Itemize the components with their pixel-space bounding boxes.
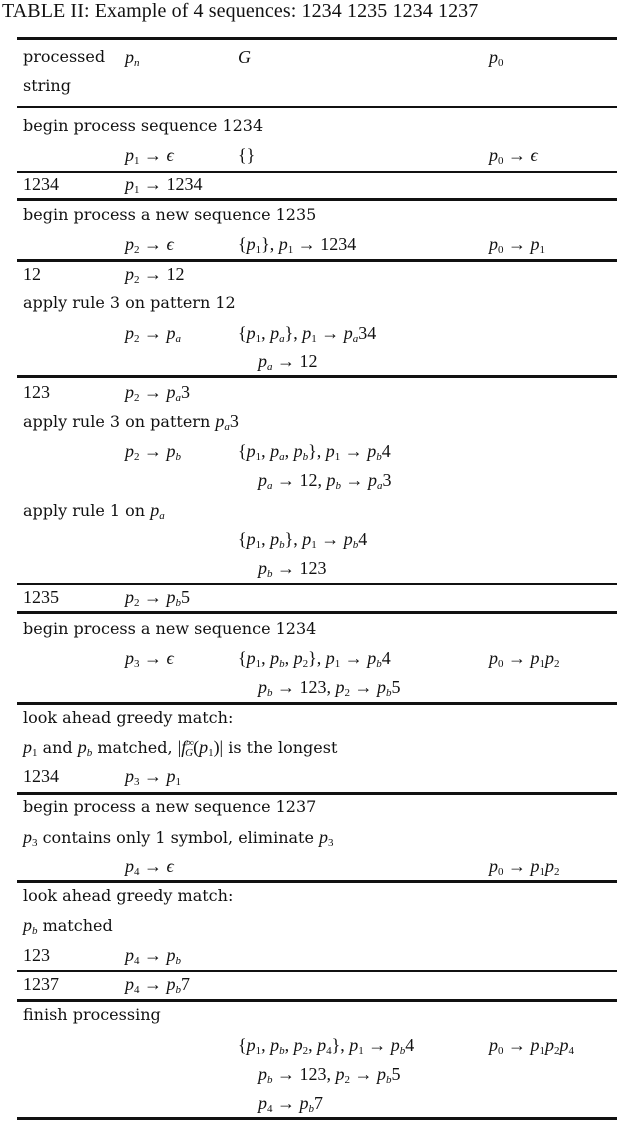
str-cell: 1235: [23, 587, 59, 607]
g-cell: {$p_1$, $p_a$, $p_b$}, $p_1 \to p_b4$: [238, 441, 391, 463]
p0-cell: $p_0 \to p_1p_2$: [489, 856, 560, 878]
step-text: apply rule 3 on pattern $p_a3$: [23, 411, 239, 433]
row-rule: [17, 583, 617, 585]
g-cell: $p_a \to 12$: [258, 351, 318, 373]
pn-cell: $p_2 \to \epsilon$: [125, 234, 174, 256]
str-cell: 123: [23, 945, 50, 965]
header-string: string: [23, 76, 71, 95]
g-cell: $p_b \to 123$: [258, 558, 327, 580]
pn-cell: $p_1 \to \epsilon$: [125, 145, 174, 167]
step-text: finish processing: [23, 1005, 161, 1024]
g-cell: $p_4 \to p_b7$: [258, 1093, 323, 1115]
g-cell: $\{p_1\}$, $p_1 \to 1234$: [238, 234, 357, 256]
str-cell: 123: [23, 382, 50, 402]
str-cell: 12: [23, 264, 41, 284]
row-rule: [17, 880, 617, 883]
p0-cell: $p_0 \to p_1p_2p_4$: [489, 1035, 574, 1057]
str-cell: 1234: [23, 174, 59, 194]
step-text: begin process a new sequence 1234: [23, 619, 317, 638]
row-rule: [17, 792, 617, 795]
step-text: begin process a new sequence 1237: [23, 797, 317, 816]
header-p0: $p_0$: [489, 47, 504, 69]
pn-cell: $p_2 \to p_b5$: [125, 587, 190, 609]
pn-cell: $p_4 \to \epsilon$: [125, 856, 174, 878]
row-rule: [17, 702, 617, 705]
pn-cell: $p_4 \to p_b$: [125, 945, 181, 967]
header-rule: [17, 106, 617, 108]
p0-cell: $p_0 \to p_1p_2$: [489, 648, 560, 670]
row-rule: [17, 999, 617, 1002]
p0-cell: $p_0 \to \epsilon$: [489, 145, 538, 167]
g-cell: $p_b \to 123$, $p_2 \to p_b5$: [258, 677, 401, 699]
pn-cell: $p_2 \to p_a3$: [125, 382, 190, 404]
row-rule: [17, 375, 617, 378]
pn-cell: $p_2 \to 12$: [125, 264, 185, 286]
pn-cell: $p_3 \to \epsilon$: [125, 648, 174, 670]
row-rule: [17, 259, 617, 262]
step-text: look ahead greedy match:: [23, 886, 234, 905]
p0-cell: $p_0 \to p_1$: [489, 234, 545, 256]
g-cell: $p_b \to 123$, $p_2 \to p_b5$: [258, 1064, 401, 1086]
row-rule: [17, 171, 617, 173]
g-cell: {}: [238, 145, 256, 165]
str-cell: 1237: [23, 974, 59, 994]
row-rule: [17, 970, 617, 972]
top-rule: [17, 37, 617, 40]
step-text: apply rule 3 on pattern 12: [23, 293, 236, 312]
g-cell: {$p_1$, $p_b$, $p_2$, $p_4$}, $p_1 \to p_b4$: [238, 1035, 415, 1057]
g-cell: {$p_1$, $p_b$, $p_2$}, $p_1 \to p_b4$: [238, 648, 391, 670]
g-cell: {$p_1$, $p_a$}, $p_1 \to p_a34$: [238, 323, 377, 345]
row-rule: [17, 611, 617, 614]
header-pn: $p_n$: [125, 47, 140, 69]
step-text: $p_b$ matched: [23, 915, 113, 937]
pn-cell: $p_1 \to 1234$: [125, 174, 203, 196]
g-cell: $p_a \to 12$, $p_b \to p_a3$: [258, 470, 392, 492]
str-cell: 1234: [23, 766, 59, 786]
pn-cell: $p_2 \to p_a$: [125, 323, 181, 345]
pn-cell: $p_2 \to p_b$: [125, 441, 181, 463]
step-text: begin process sequence 1234: [23, 116, 264, 135]
header-processed: processed: [23, 47, 106, 66]
table-caption: TABLE II: Example of 4 sequences: 1234 1235 1234 1237: [2, 0, 479, 22]
pn-cell: $p_3 \to p_1$: [125, 766, 181, 788]
step-text: look ahead greedy match:: [23, 708, 234, 727]
step-text: $p_1$ and $p_b$ matched, $|f^\infty_G(p_1)|$ is the longest: [23, 737, 338, 759]
step-text: begin process a new sequence 1235: [23, 205, 317, 224]
bottom-rule: [17, 1117, 617, 1120]
step-text: apply rule 1 on $p_a$: [23, 500, 165, 522]
step-text: $p_3$ contains only 1 symbol, eliminate $p_3$: [23, 827, 334, 849]
pn-cell: $p_4 \to p_b7$: [125, 974, 190, 996]
row-rule: [17, 198, 617, 201]
header-g: G: [238, 47, 251, 67]
g-cell: {$p_1$, $p_b$}, $p_1 \to p_b4$: [238, 529, 368, 551]
